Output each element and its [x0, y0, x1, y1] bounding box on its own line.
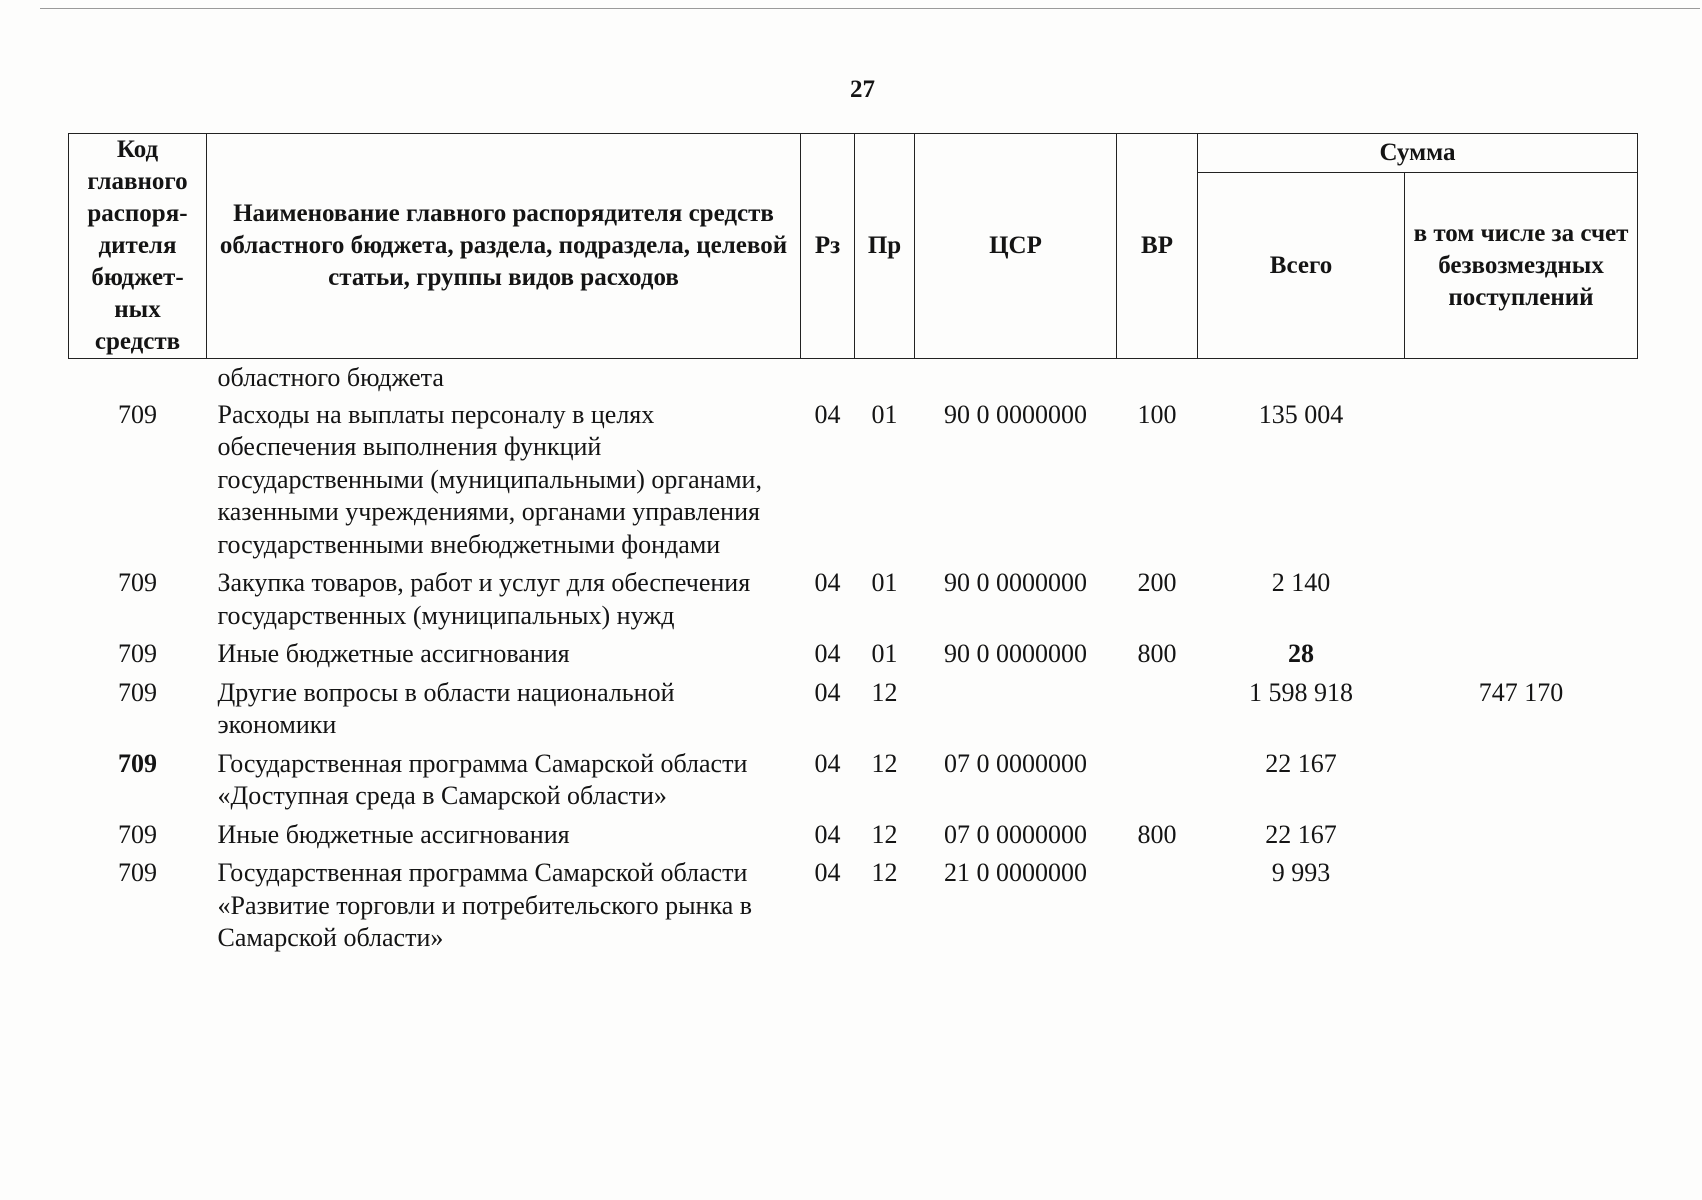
budget-table: [68, 133, 1638, 959]
row-total: 28: [1288, 639, 1314, 668]
row-rz: 04: [814, 677, 841, 707]
row-vr: 100: [1137, 399, 1177, 429]
row-name: Государственная программа Самарской области «Развитие торговли и потребительского рынка в Самарской области»: [217, 858, 753, 952]
table-header: [69, 134, 1638, 359]
row-pr: 12: [871, 819, 898, 849]
row-rz: 04: [814, 568, 841, 597]
row-csr: 90 0 0000000: [944, 568, 1087, 597]
header-name: Наименование главного распорядителя средств областного бюджета, раздела, подраздела, целевой статьи, группы видов расходов: [207, 134, 801, 359]
header-pr: Пр: [855, 134, 915, 359]
table-row: [69, 675, 1638, 746]
row-csr: [915, 359, 1117, 397]
row-rz: [801, 359, 855, 397]
row-free: 747 170: [1478, 677, 1564, 707]
row-rz: 04: [814, 858, 841, 887]
row-total: 22 167: [1265, 748, 1337, 778]
row-code: 709: [118, 858, 157, 887]
row-name: Иные бюджетные ассигнования: [217, 819, 570, 849]
top-rule: [40, 8, 1700, 9]
header-free: в том числе за счет безвозмездных поступлений: [1405, 173, 1638, 359]
row-vr: [1117, 359, 1198, 397]
row-name: областного бюджета: [217, 363, 444, 392]
row-free: [1405, 855, 1638, 959]
row-csr: 07 0 0000000: [944, 748, 1087, 778]
row-rz: 04: [814, 819, 841, 849]
table-row: [69, 565, 1638, 636]
row-free: [1405, 359, 1638, 397]
row-vr: [1117, 855, 1198, 959]
row-pr: 12: [871, 858, 898, 887]
page-number: 27: [850, 76, 875, 103]
row-pr: 01: [871, 568, 898, 597]
row-name: Иные бюджетные ассигнования: [217, 639, 570, 668]
row-rz: 04: [814, 399, 841, 429]
row-code: [69, 359, 207, 397]
row-total: 135 004: [1258, 399, 1344, 429]
row-csr: 21 0 0000000: [944, 858, 1087, 887]
table-row: [69, 636, 1638, 675]
row-total: 9 993: [1271, 858, 1331, 887]
row-free: [1405, 397, 1638, 566]
header-csr: ЦСР: [915, 134, 1117, 359]
row-csr: [915, 675, 1117, 746]
row-csr: 07 0 0000000: [944, 819, 1087, 849]
table-row: [69, 397, 1638, 566]
table-row: [69, 855, 1638, 959]
row-name: Расходы на выплаты персоналу в целях обеспечения выполнения функций государственными (муниципальными) органами, казенными учреждениями, органами управления государственными внебюджетными фондами: [217, 399, 762, 559]
row-total: 1 598 918: [1249, 677, 1353, 707]
header-code: Код главного распоря-дителя бюджет-ных средств: [69, 134, 207, 359]
row-rz: 04: [814, 748, 841, 778]
row-code: 709: [118, 568, 157, 597]
row-code: 709: [118, 677, 157, 707]
table-row: [69, 746, 1638, 817]
row-name: Другие вопросы в области национальной экономики: [217, 677, 675, 739]
header-sum: Сумма: [1198, 134, 1638, 173]
row-code: 709: [118, 639, 157, 668]
row-vr: 800: [1137, 819, 1177, 849]
row-code: 709: [118, 399, 157, 429]
row-vr: 200: [1137, 568, 1177, 597]
row-free: [1405, 565, 1638, 636]
row-total: [1198, 359, 1405, 397]
header-total: Всего: [1198, 173, 1405, 359]
row-name: Государственная программа Самарской области «Доступная среда в Самарской области»: [217, 748, 748, 810]
row-pr: 12: [871, 748, 898, 778]
row-total: 22 167: [1265, 819, 1337, 849]
row-vr: 800: [1137, 639, 1177, 668]
header-vr: ВР: [1117, 134, 1198, 359]
row-rz: 04: [814, 639, 841, 668]
row-csr: 90 0 0000000: [944, 639, 1087, 668]
row-pr: 01: [871, 639, 898, 668]
table-row: [69, 359, 1638, 397]
row-code: 709: [118, 819, 157, 849]
row-free: [1405, 817, 1638, 856]
row-free: [1405, 636, 1638, 675]
row-code: 709: [118, 748, 157, 778]
row-pr: [855, 359, 915, 397]
row-pr: 01: [871, 399, 898, 429]
row-free: [1405, 746, 1638, 817]
row-csr: 90 0 0000000: [944, 399, 1087, 429]
row-vr: [1117, 675, 1198, 746]
row-vr: [1117, 746, 1198, 817]
row-pr: 12: [871, 677, 898, 707]
table-body: [69, 359, 1638, 959]
row-name: Закупка товаров, работ и услуг для обеспечения государственных (муниципальных) нужд: [217, 568, 751, 630]
header-rz: Рз: [801, 134, 855, 359]
row-total: 2 140: [1271, 568, 1331, 597]
table-row: [69, 817, 1638, 856]
